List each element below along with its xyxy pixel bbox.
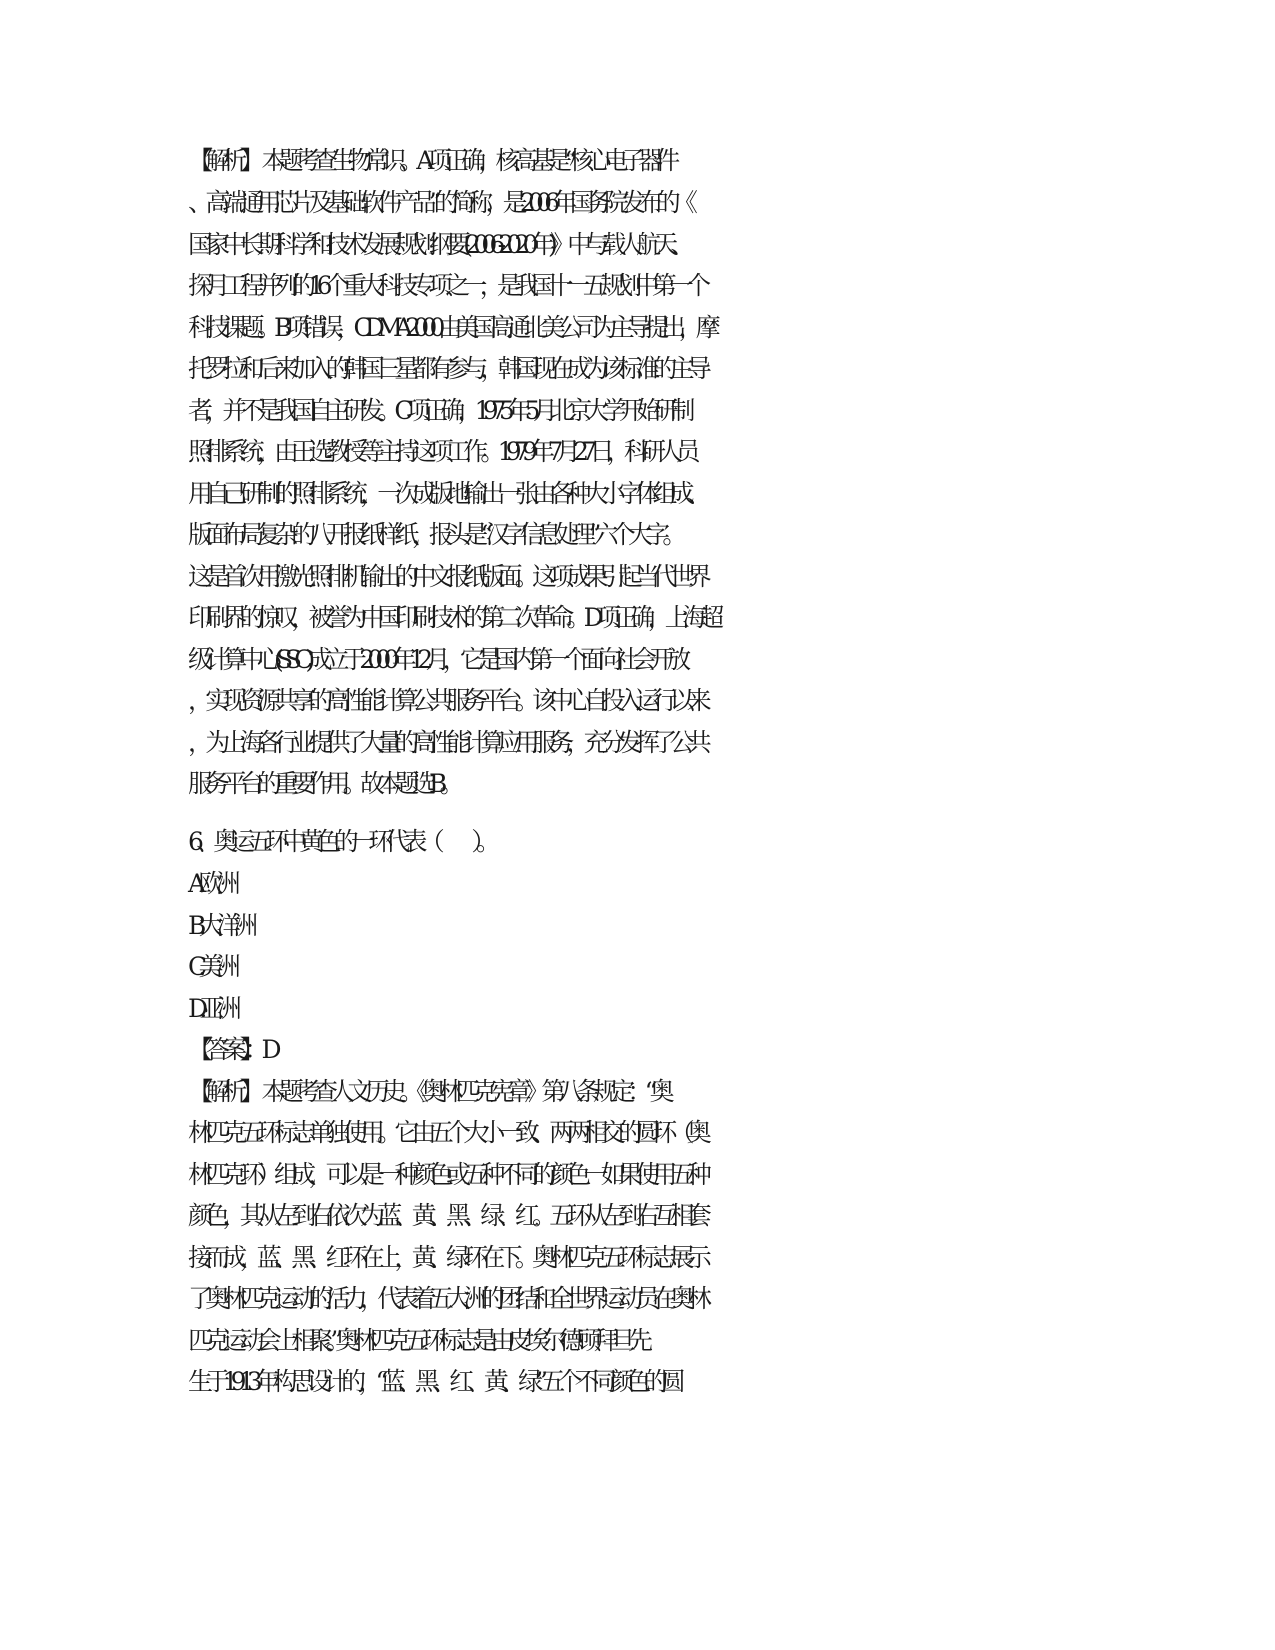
- analysis-line-8: 照排系统，由王选教授等主持这项工作。1979 年 7 月 27 日，科研人员: [188, 437, 693, 466]
- analysis-line-16: 服务平台的重要作用。故本题选 B。: [188, 769, 457, 798]
- analysis-line-3: 国家中长期科学和技术发展规划纲要(2006-2020 年)》中与载人航天、: [188, 230, 688, 259]
- analysis-line-10: 版面布局复杂的八开报纸样纸，报头是“汉字信息处理”六个大字。: [188, 520, 680, 549]
- analysis-line-7: 者，并不是我国自主研发。C 项正确，1975 年 5 月北京大学开始研制: [188, 396, 688, 425]
- analysis-line-2: 、高端通用芯片及基础软件产品”的简称，是 2006 年国务院发布的《: [188, 188, 691, 217]
- analysis-line-6: 托罗拉和后来加入的韩国三星都有参与，韩国现在成为该标准的主导: [188, 354, 705, 383]
- analysis2-line-2: 林匹克五环标志单独使用。它由五个大小一致、两两相交的圆环（奥: [188, 1118, 705, 1147]
- analysis-line-14: ，实现资源共享的高性能计算公共服务平台。该中心自投入运行以来: [188, 686, 705, 715]
- answer-line: 【答案】：D: [188, 1035, 274, 1064]
- analysis-line-11: 这是首次用激光照排机输出的中文报纸版面。这项成果引起当代世界: [188, 562, 705, 591]
- analysis2-line-5: 接而成，蓝、黑、红环在上，黄、绿环在下。奥林匹克五环标志展示: [188, 1243, 705, 1272]
- option-d: D.亚洲: [188, 994, 234, 1023]
- option-b: B.大洋洲: [188, 911, 251, 940]
- option-a: A.欧洲: [188, 869, 233, 898]
- analysis-line-15: ，为上海各行业提供了大量的高性能计算应用服务，充分发挥了公共: [188, 728, 705, 757]
- analysis-line-9: 用自己研制的照排系统，一次成版地输出一张由各种大小字体组成、: [188, 479, 705, 508]
- analysis-line-13: 级计算中心(SSC)成立于 2000 年 12 月，它是国内第一个面向社会开放: [188, 645, 684, 674]
- question-stem: 6、奥运五环中黄色的一环代表（ ）。: [188, 827, 494, 856]
- analysis-line-5: 科技课题。B 项错误，CDMA2000 由美国高通北美公司为主导提出，摩: [188, 313, 713, 342]
- option-c: C.美洲: [188, 952, 233, 981]
- analysis2-line-6: 了奥林匹克运动的活力，代表着五大洲的团结和全世界运动员在奥林: [188, 1284, 705, 1313]
- analysis-line-1: 【解析】 本题考查生物常识。A 项正确，核高基是“核心电子器件: [188, 146, 673, 175]
- analysis2-line-7: 匹克运动会上相聚。”奥林匹克五环标志是由皮埃尔·德·顾拜旦先: [188, 1326, 646, 1355]
- analysis-line-4: 探月工程并列的 16 个重大科技专项之一，是我国十一五规划中第一个: [188, 271, 704, 300]
- analysis2-line-1: 【解析】 本题考查人文历史。《奥林匹克宪章》第八条规定：“奥: [188, 1077, 667, 1106]
- analysis2-line-3: 林匹克环）组成，可以是一种颜色或五种不同的颜色一如果使用五种: [188, 1160, 705, 1189]
- analysis2-line-8: 生于 1913 年构思设计的，“蓝、黑、红、黄、绿”五个不同颜色的圆: [188, 1367, 678, 1396]
- analysis2-line-4: 颜色，其从左到右依次为蓝、黄、黑、绿、红。五环从左到右互相套: [188, 1201, 705, 1230]
- analysis-line-12: 印刷界的惊叹，被誉为中国印刷技术的第二次革命。D 项正确，上海超: [188, 603, 717, 632]
